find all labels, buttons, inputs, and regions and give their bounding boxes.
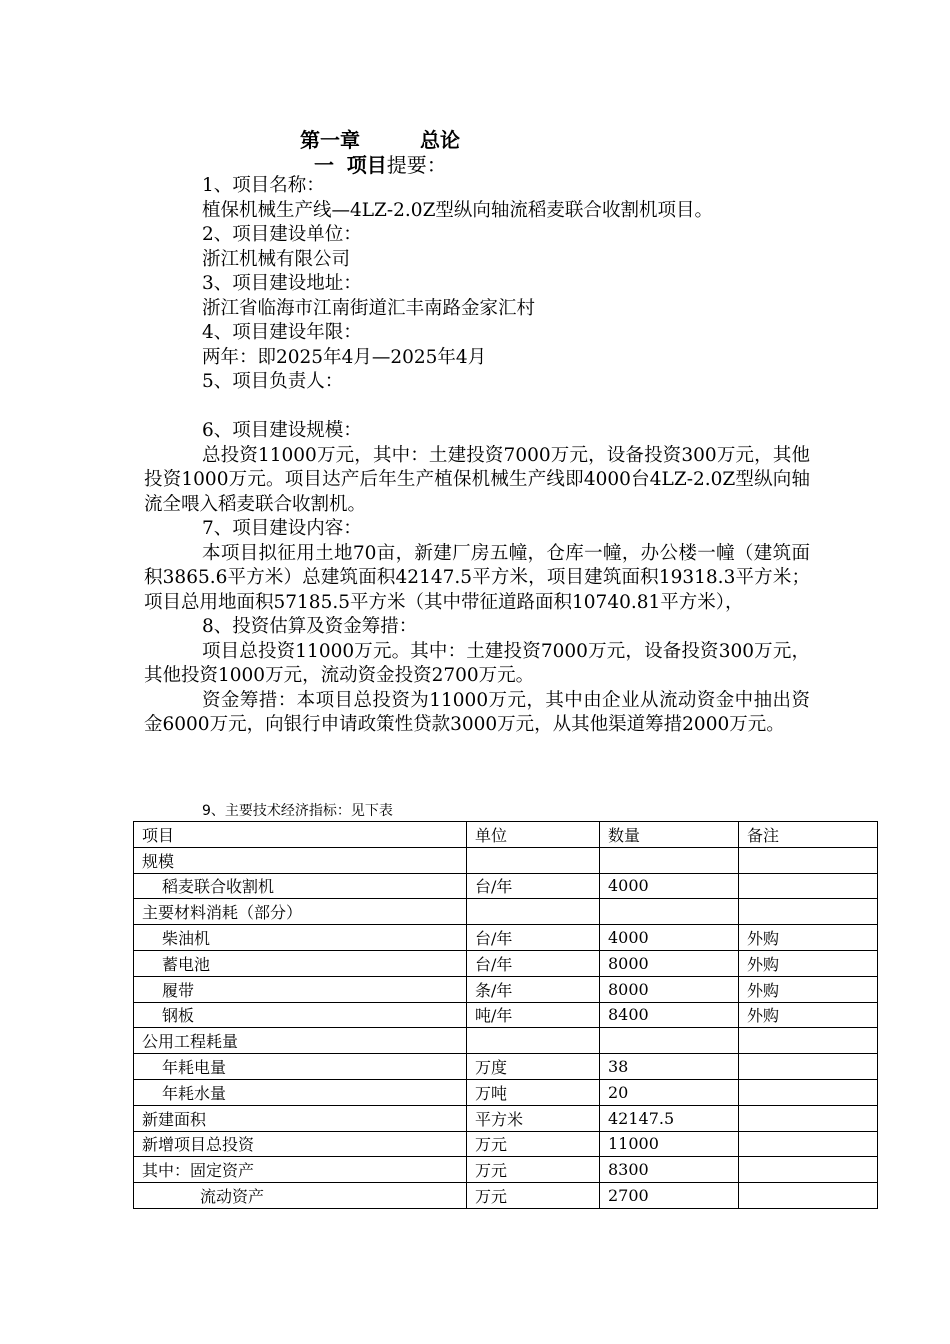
table-cell: 万元 <box>467 1131 600 1157</box>
table-cell: 4000 <box>600 873 739 899</box>
table-cell: 外购 <box>739 976 878 1002</box>
table-cell: 万元 <box>467 1183 600 1209</box>
table-cell: 新建面积 <box>134 1105 467 1131</box>
table-cell: 蓄电池 <box>134 950 467 976</box>
project-unit-value: 浙江机械有限公司 <box>202 248 351 270</box>
project-scale-label: 6、项目建设规模： <box>202 420 362 441</box>
table-cell: 外购 <box>739 1002 878 1028</box>
table-cell: 38 <box>600 1054 739 1080</box>
table-row <box>134 950 878 976</box>
table-row <box>134 925 878 951</box>
table-row <box>134 1183 878 1209</box>
table-cell: 流动资产 <box>134 1183 467 1209</box>
project-content-text: 本项目拟征用土地70亩，新建厂房五幢，仓库一幢，办公楼一幢（建筑面积3865.6平方米）总建筑面积42147.5平方米，项目建筑面积19318.3平方米；项目总用地面积57185.5平方米（其中带征道路面积10740.81平方米）， <box>144 542 810 613</box>
table-row <box>134 1002 878 1028</box>
investment-label: 8、投资估算及资金筹措： <box>202 616 418 637</box>
table-cell: 台/年 <box>467 925 600 951</box>
table-row <box>134 1131 878 1157</box>
table-cell: 公用工程耗量 <box>134 1028 467 1054</box>
table-cell: 11000 <box>600 1131 739 1157</box>
project-scale-text: 总投资11000万元，其中：土建投资7000万元，设备投资300万元，其他投资1000万元。项目达产后年生产植保机械生产线即4000台4LZ-2.0Z型纵向轴流全喂入稻麦联合收割机。 <box>144 444 810 515</box>
table-cell <box>739 1105 878 1131</box>
table-cell: 万元 <box>467 1157 600 1183</box>
table-row <box>134 1028 878 1054</box>
project-period-value: 两年：即2025年4月—2025年4月 <box>202 346 487 368</box>
table-cell <box>739 1054 878 1080</box>
table-row <box>134 1157 878 1183</box>
table-cell: 外购 <box>739 925 878 951</box>
table-cell: 其中：固定资产 <box>134 1157 467 1183</box>
project-unit-label: 2、项目建设单位： <box>202 224 362 245</box>
table-cell: 年耗水量 <box>134 1079 467 1105</box>
table-header-cell: 单位 <box>467 822 600 848</box>
project-site-label: 3、项目建设地址： <box>202 273 362 294</box>
fund-raising-text: 资金筹措：本项目总投资为11000万元，其中由企业从流动资金中抽出资金6000万元，向银行申请政策性贷款3000万元，从其他渠道筹措2000万元。 <box>144 689 810 735</box>
table-row <box>134 1054 878 1080</box>
section-number: 一 <box>314 153 334 177</box>
table-header-cell: 备注 <box>739 822 878 848</box>
table-cell: 8000 <box>600 950 739 976</box>
investment-text: 项目总投资11000万元。其中：土建投资7000万元，设备投资300万元，其他投资1000万元，流动资金投资2700万元。 <box>144 640 810 686</box>
table-cell <box>600 847 739 873</box>
table-cell <box>739 873 878 899</box>
table-cell <box>467 1028 600 1054</box>
indicator-table <box>133 821 878 1209</box>
table-cell: 8400 <box>600 1002 739 1028</box>
table-cell: 吨/年 <box>467 1002 600 1028</box>
project-name-value: 植保机械生产线—4LZ-2.0Z型纵向轴流稻麦联合收割机项目。 <box>202 199 713 221</box>
section-title-bold: 项目 <box>346 153 387 177</box>
project-period-label: 4、项目建设年限： <box>202 322 362 343</box>
project-name-label: 1、项目名称： <box>202 175 325 196</box>
table-cell: 20 <box>600 1079 739 1105</box>
table-cell <box>739 1079 878 1105</box>
table-cell: 台/年 <box>467 873 600 899</box>
section-title-rest: 提要： <box>386 153 447 177</box>
table-cell: 万度 <box>467 1054 600 1080</box>
table-cell: 规模 <box>134 847 467 873</box>
table-row <box>134 847 878 873</box>
blank-line <box>144 395 810 420</box>
chapter-title: 第一章 总论 <box>300 128 460 152</box>
table-cell: 4000 <box>600 925 739 951</box>
table-cell: 台/年 <box>467 950 600 976</box>
table-header-row <box>134 822 878 848</box>
table-row <box>134 1105 878 1131</box>
table-cell <box>739 1028 878 1054</box>
table-header-cell: 项目 <box>134 822 467 848</box>
table-cell: 8000 <box>600 976 739 1002</box>
table-cell: 平方米 <box>467 1105 600 1131</box>
table-cell <box>600 1028 739 1054</box>
table-row <box>134 873 878 899</box>
project-leader-label: 5、项目负责人： <box>202 371 344 392</box>
project-content-label: 7、项目建设内容： <box>202 518 362 539</box>
table-row <box>134 1079 878 1105</box>
project-site-value: 浙江省临海市江南街道汇丰南路金家汇村 <box>202 297 536 319</box>
table-cell <box>739 899 878 925</box>
table-cell <box>739 847 878 873</box>
table-cell <box>739 1183 878 1209</box>
table-cell: 42147.5 <box>600 1105 739 1131</box>
table-cell <box>739 1157 878 1183</box>
document-body <box>144 174 810 738</box>
table-cell: 8300 <box>600 1157 739 1183</box>
table-header-cell: 数量 <box>600 822 739 848</box>
table-cell: 新增项目总投资 <box>134 1131 467 1157</box>
table-cell: 柴油机 <box>134 925 467 951</box>
table-caption: 9、主要技术经济指标：见下表 <box>202 803 393 819</box>
table-cell: 主要材料消耗（部分） <box>134 899 467 925</box>
table-cell: 钢板 <box>134 1002 467 1028</box>
table-cell: 年耗电量 <box>134 1054 467 1080</box>
table-row <box>134 976 878 1002</box>
table-cell <box>467 847 600 873</box>
table-cell: 外购 <box>739 950 878 976</box>
table-cell: 万吨 <box>467 1079 600 1105</box>
table-cell <box>467 899 600 925</box>
table-cell: 2700 <box>600 1183 739 1209</box>
table-cell: 稻麦联合收割机 <box>134 873 467 899</box>
table-cell: 履带 <box>134 976 467 1002</box>
table-row <box>134 899 878 925</box>
table-cell <box>600 899 739 925</box>
table-cell: 条/年 <box>467 976 600 1002</box>
table-cell <box>739 1131 878 1157</box>
